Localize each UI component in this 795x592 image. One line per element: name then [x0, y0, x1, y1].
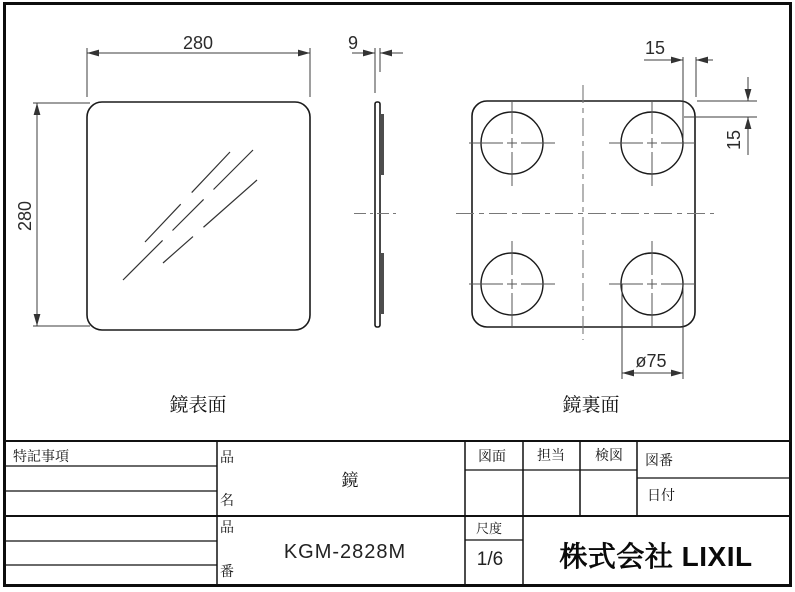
thickness-value: 9	[347, 33, 359, 53]
back-view	[456, 38, 757, 416]
scale-value: 1/6	[476, 549, 504, 570]
front-height-value: 280	[15, 200, 35, 232]
front-view-label: 鏡表面	[169, 395, 227, 416]
edge-offset-y-value: 15	[724, 129, 744, 151]
hole-diameter-value: ø75	[635, 351, 667, 371]
drawing-label: 図面	[478, 448, 506, 464]
thickness-dimension	[348, 33, 403, 93]
front-width-dimension	[87, 33, 310, 97]
back-view-label: 鏡裏面	[562, 395, 620, 416]
front-view	[15, 33, 310, 416]
product-code-label-char1: 品	[220, 519, 234, 535]
in-charge-label: 担当	[537, 447, 565, 463]
edge-offset-x-value: 15	[644, 38, 666, 58]
product-name-value: 鏡	[341, 471, 359, 490]
drawing-no-label: 図番	[645, 452, 673, 468]
mirror-front-outline	[87, 102, 310, 330]
product-code-label-char2: 番	[220, 563, 234, 579]
scale-label: 尺度	[475, 521, 503, 536]
product-code-value: KGM-2828M	[283, 541, 407, 563]
mounting-pad-profile	[380, 114, 384, 175]
mirror-profile	[375, 102, 380, 327]
product-name-label-char2: 名	[220, 492, 234, 508]
front-width-value: 280	[182, 33, 214, 53]
company-logo: 株式会社 LIXIL	[559, 541, 753, 572]
date-label: 日付	[647, 487, 675, 503]
mounting-pad-profile	[380, 253, 384, 314]
title-block	[5, 441, 791, 585]
product-name-label-char1: 品	[220, 449, 234, 465]
special-notes-label: 特記事項	[13, 448, 69, 464]
check-label: 検図	[595, 447, 623, 463]
side-view	[348, 33, 403, 327]
front-height-dimension	[15, 103, 90, 326]
